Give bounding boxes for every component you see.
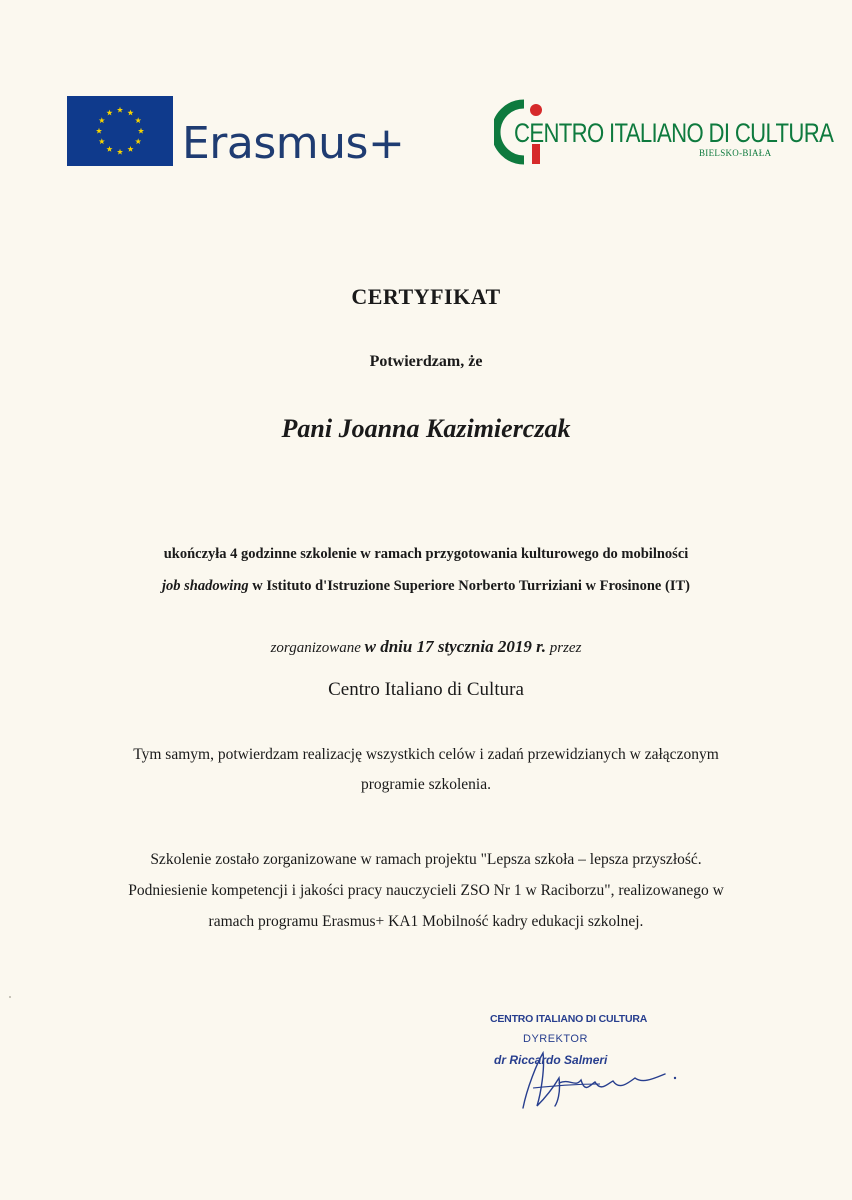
- erasmus-logo-text: Erasmus+: [182, 118, 405, 169]
- centro-logo: [494, 98, 834, 168]
- eu-flag-icon: [67, 96, 173, 166]
- erasmus-logo: [67, 96, 427, 168]
- recipient-name: Pani Joanna Kazimierczak: [281, 414, 571, 443]
- organised-line: [0, 637, 852, 657]
- organised-date: w dniu 17 stycznia 2019 r.: [364, 637, 546, 656]
- course-institution-text: w Istituto d'Istruzione Superiore Norberto Turriziani w Frosinone (IT): [248, 578, 690, 594]
- paragraph-1-line-1: Tym samym, potwierdzam realizację wszystkich celów i zadań przewidzianych w załączonym: [133, 746, 719, 763]
- paragraph-2-line-1: Szkolenie zostało zorganizowane w ramach projektu "Lepsza szkoła – lepsza przyszłość.: [150, 851, 702, 868]
- certificate-title: CERTYFIKAT: [351, 284, 501, 309]
- paper-speck: [9, 996, 11, 998]
- stamp-organization: CENTRO ITALIANO DI CULTURA: [490, 1013, 648, 1025]
- course-line-1: ukończyła 4 godzinne szkolenie w ramach przygotowania kulturowego do mobilności: [163, 546, 689, 562]
- stamp-person: dr Riccardo Salmeri: [494, 1053, 608, 1067]
- stamp-role: DYREKTOR: [523, 1033, 588, 1045]
- organised-prefix: zorganizowane: [270, 640, 365, 656]
- organised-suffix: przez: [546, 640, 582, 656]
- paragraph-2-line-3: ramach programu Erasmus+ KA1 Mobilność kadry edukacji szkolnej.: [208, 913, 644, 930]
- job-shadowing-text: job shadowing: [162, 578, 249, 594]
- centro-logo-city: BIELSKO-BIAŁA: [699, 148, 772, 158]
- organizer-name: Centro Italiano di Cultura: [328, 679, 524, 700]
- confirm-text: Potwierdzam, że: [369, 353, 483, 370]
- paragraph-2-line-2: Podniesienie kompetencji i jakości pracy nauczycieli ZSO Nr 1 w Raciborzu", realizowanego w: [128, 882, 724, 899]
- course-line-2: [0, 578, 852, 595]
- paragraph-1-line-2: programie szkolenia.: [361, 776, 491, 793]
- centro-logo-name: CENTRO ITALIANO DI CULTURA: [514, 118, 834, 148]
- signature: [515, 1048, 685, 1113]
